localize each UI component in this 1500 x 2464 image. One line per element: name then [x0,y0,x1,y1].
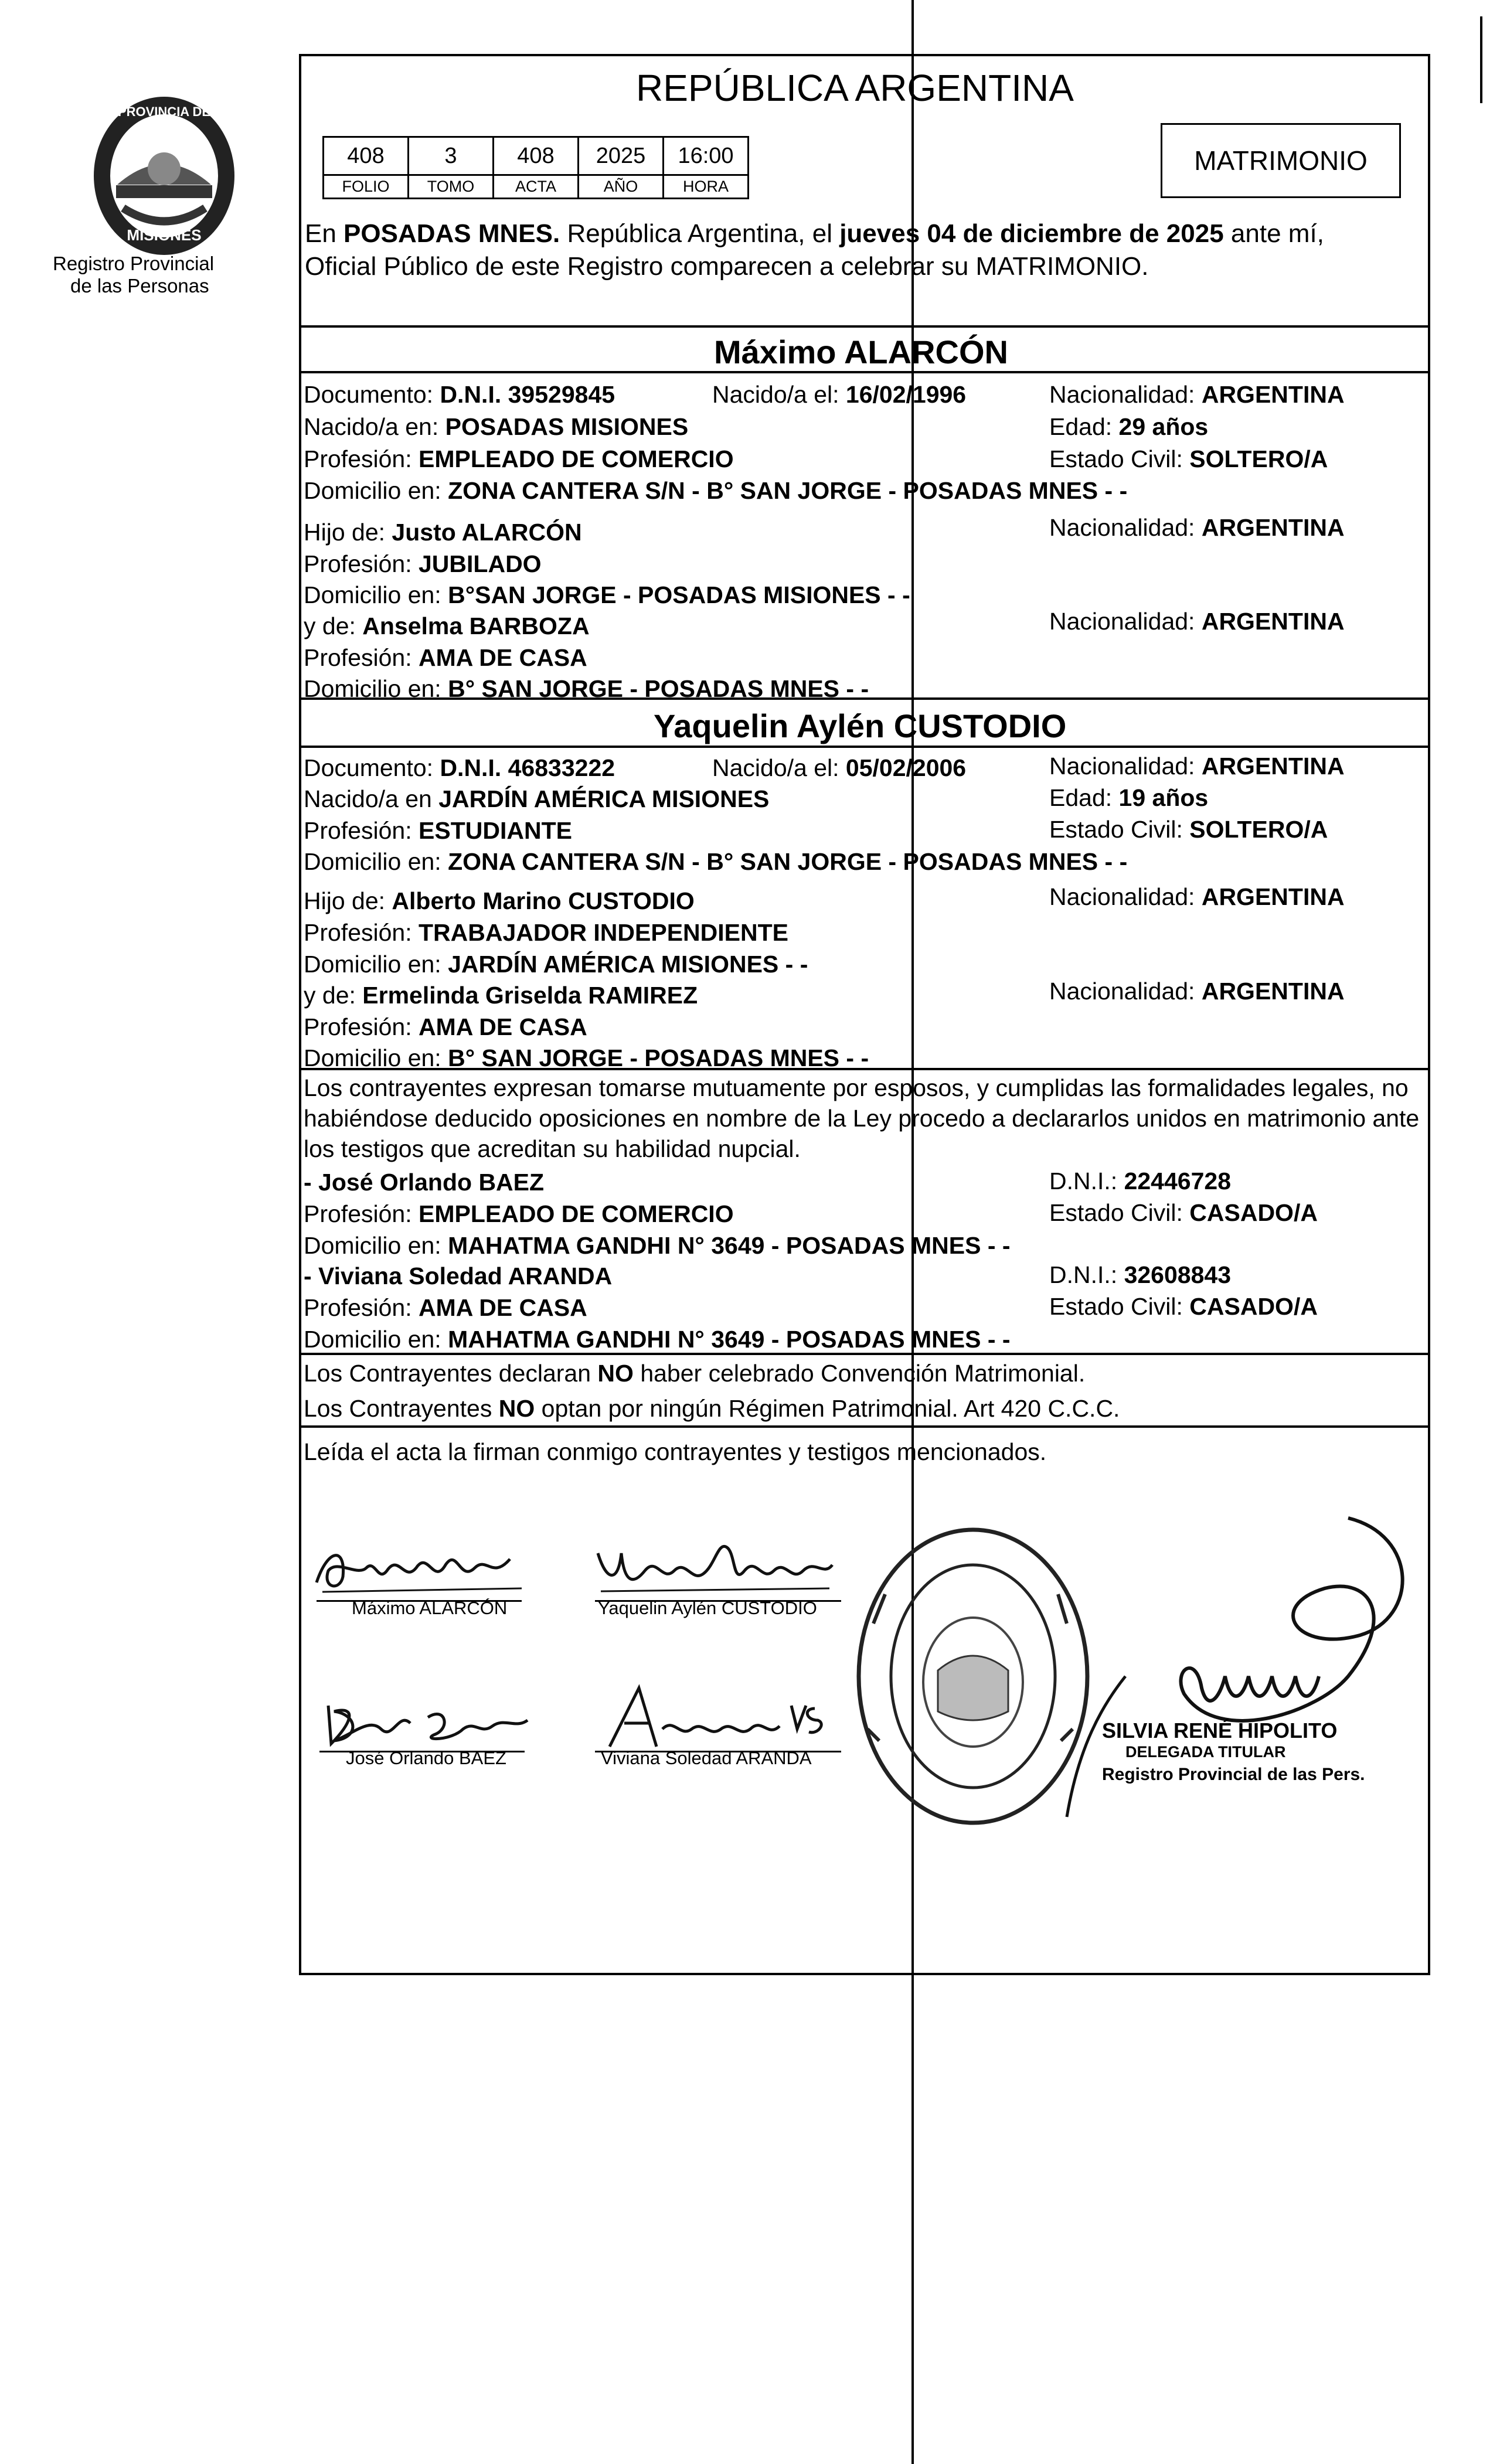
declaration-line-3: los testigos que acreditan su habilidad nupcial. [304,1135,801,1162]
closing-rule [299,1425,1430,1428]
declaration-line-2: habiéndose deducido oposiciones en nombre de la Ley procedo a declararlos unidos en matrimonio ante [304,1105,1420,1132]
declaration-line-1: Los contrayentes expresan tomarse mutuamente por esposos, y cumplidas las formalidades legales, no [304,1074,1409,1101]
regime-line-2: Los Contrayentes NO optan por ningún Régimen Patrimonial. Art 420 C.C.C. [304,1395,1120,1422]
intro-p1: En [305,219,344,248]
act-type-box: MATRIMONIO [1161,123,1401,198]
spouse1-mother-address: Domicilio en: B° SAN JORGE - POSADAS MNES - - [304,675,869,702]
spouse2-mother-nationality: Nacionalidad: ARGENTINA [1049,978,1345,1005]
spouse1-birthplace: Nacido/a en: POSADAS MISIONES [304,413,689,440]
page-title: REPÚBLICA ARGENTINA [636,67,1074,109]
signature-2-scribble [592,1530,838,1600]
witness1-name: - José Orlando BAEZ [304,1169,545,1196]
intro-p2: República Argentina, el [560,219,840,248]
witness1-address: Domicilio en: MAHATMA GANDHI N° 3649 - POSADAS MNES - - [304,1232,1011,1259]
province-seal [82,88,246,264]
seal-caption-line1: Registro Provincial [53,253,215,274]
witness2-profession: Profesión: AMA DE CASA [304,1294,587,1321]
tomo-value: 3 [407,136,494,176]
spouse1-profession: Profesión: EMPLEADO DE COMERCIO [304,445,734,472]
closing-text: Leída el acta la firman conmigo contrayentes y testigos mencionados. [304,1438,1047,1465]
spouse2-mother-address: Domicilio en: B° SAN JORGE - POSADAS MNES - - [304,1044,869,1071]
folio-value: 408 [322,136,409,176]
seal-caption-line2: de las Personas [70,275,209,297]
regime-line-1: Los Contrayentes declaran NO haber celebrado Convención Matrimonial. [304,1360,1086,1387]
spouse2-father-nationality: Nacionalidad: ARGENTINA [1049,883,1345,910]
signature-4-scribble [592,1682,838,1752]
acta-value: 408 [492,136,579,176]
spouse1-father-profession: Profesión: JUBILADO [304,550,542,577]
witness2-name: - Viviana Soledad ARANDA [304,1262,613,1289]
year-value: 2025 [577,136,664,176]
acta-label: ACTA [492,176,579,199]
official-title: DELEGADA TITULAR [1125,1743,1286,1761]
year-label: AÑO [577,176,664,199]
margin-mark [1480,16,1482,103]
spouse2-mother: y de: Ermelinda Griselda RAMIREZ [304,982,698,1009]
intro-date: jueves 04 de diciembre de 2025 [839,219,1224,248]
intro-line-1 [305,218,1324,250]
witness1-civil-status: Estado Civil: CASADO/A [1049,1199,1318,1226]
spouse1-mother-profession: Profesión: AMA DE CASA [304,644,587,671]
spouse1-nationality: Nacionalidad: ARGENTINA [1049,381,1345,408]
spouse1-doc: Documento: D.N.I. 39529845 [304,381,615,408]
signature-3-scribble [317,1688,539,1752]
witness2-address: Domicilio en: MAHATMA GANDHI N° 3649 - POSADAS MNES - - [304,1326,1011,1353]
intro-line-2: Oficial Público de este Registro comparecen a celebrar su MATRIMONIO. [305,252,1149,281]
header-rule [299,325,1430,328]
hour-label: HORA [662,176,749,199]
witness1-dni: D.N.I.: 22446728 [1049,1168,1231,1194]
spouse2-mother-profession: Profesión: AMA DE CASA [304,1013,587,1040]
spouse2-address: Domicilio en: ZONA CANTERA S/N - B° SAN JORGE - POSADAS MNES - - [304,848,1128,875]
spouse1-father: Hijo de: Justo ALARCÓN [304,519,582,546]
spouse2-name-rule [299,746,1430,748]
seal-top-text: PROVINCIA DE [117,104,211,119]
witness1-profession: Profesión: EMPLEADO DE COMERCIO [304,1200,734,1227]
signature-4-name: Viviana Soledad ARANDA [601,1748,812,1768]
spouse2-profession: Profesión: ESTUDIANTE [304,817,572,844]
spouse2-civil-status: Estado Civil: SOLTERO/A [1049,816,1328,843]
tomo-label: TOMO [407,176,494,199]
spouse2-father: Hijo de: Alberto Marino CUSTODIO [304,887,695,914]
signature-2-name: Yaquelin Aylén CUSTODIO [598,1598,817,1618]
spouse1-address: Domicilio en: ZONA CANTERA S/N - B° SAN JORGE - POSADAS MNES - - [304,477,1128,504]
spouse2-birthplace: Nacido/a en JARDÍN AMÉRICA MISIONES [304,785,770,812]
spouse1-age: Edad: 29 años [1049,413,1209,440]
folio-label: FOLIO [322,176,409,199]
seal-bottom-text: MISIONES [127,226,202,244]
signature-1-scribble [311,1536,533,1600]
witness2-civil-status: Estado Civil: CASADO/A [1049,1293,1318,1320]
intro-p3: ante mí, [1223,219,1324,248]
spouse2-born: Nacido/a el: 05/02/2006 [712,754,967,781]
spouse1-mother-nationality: Nacionalidad: ARGENTINA [1049,608,1345,635]
spouse2-father-address: Domicilio en: JARDÍN AMÉRICA MISIONES - - [304,951,808,978]
spouse2-nationality: Nacionalidad: ARGENTINA [1049,753,1345,780]
hour-value: 16:00 [662,136,749,176]
spouse1-name: Máximo ALARCÓN [714,333,1008,370]
intro-city: POSADAS MNES. [343,219,560,248]
spouse1-born: Nacido/a el: 16/02/1996 [712,381,967,408]
spouse2-name: Yaquelin Aylén CUSTODIO [654,707,1067,744]
spouse1-civil-status: Estado Civil: SOLTERO/A [1049,445,1328,472]
signature-3-name: José Orlando BAEZ [346,1748,506,1768]
spouse2-doc: Documento: D.N.I. 46833222 [304,754,615,781]
spouse2-father-profession: Profesión: TRABAJADOR INDEPENDIENTE [304,919,788,946]
official-office: Registro Provincial de las Pers. [1102,1765,1365,1784]
spouse2-age: Edad: 19 años [1049,784,1209,811]
signature-1-name: Máximo ALARCÓN [352,1598,508,1618]
spouse1-father-address: Domicilio en: B°SAN JORGE - POSADAS MISIONES - - [304,581,910,608]
official-name: SILVIA RENÉ HIPOLITO [1102,1718,1338,1743]
witness2-dni: D.N.I.: 32608843 [1049,1261,1231,1288]
spouse1-father-nationality: Nacionalidad: ARGENTINA [1049,514,1345,541]
spouse1-mother: y de: Anselma BARBOZA [304,612,590,639]
